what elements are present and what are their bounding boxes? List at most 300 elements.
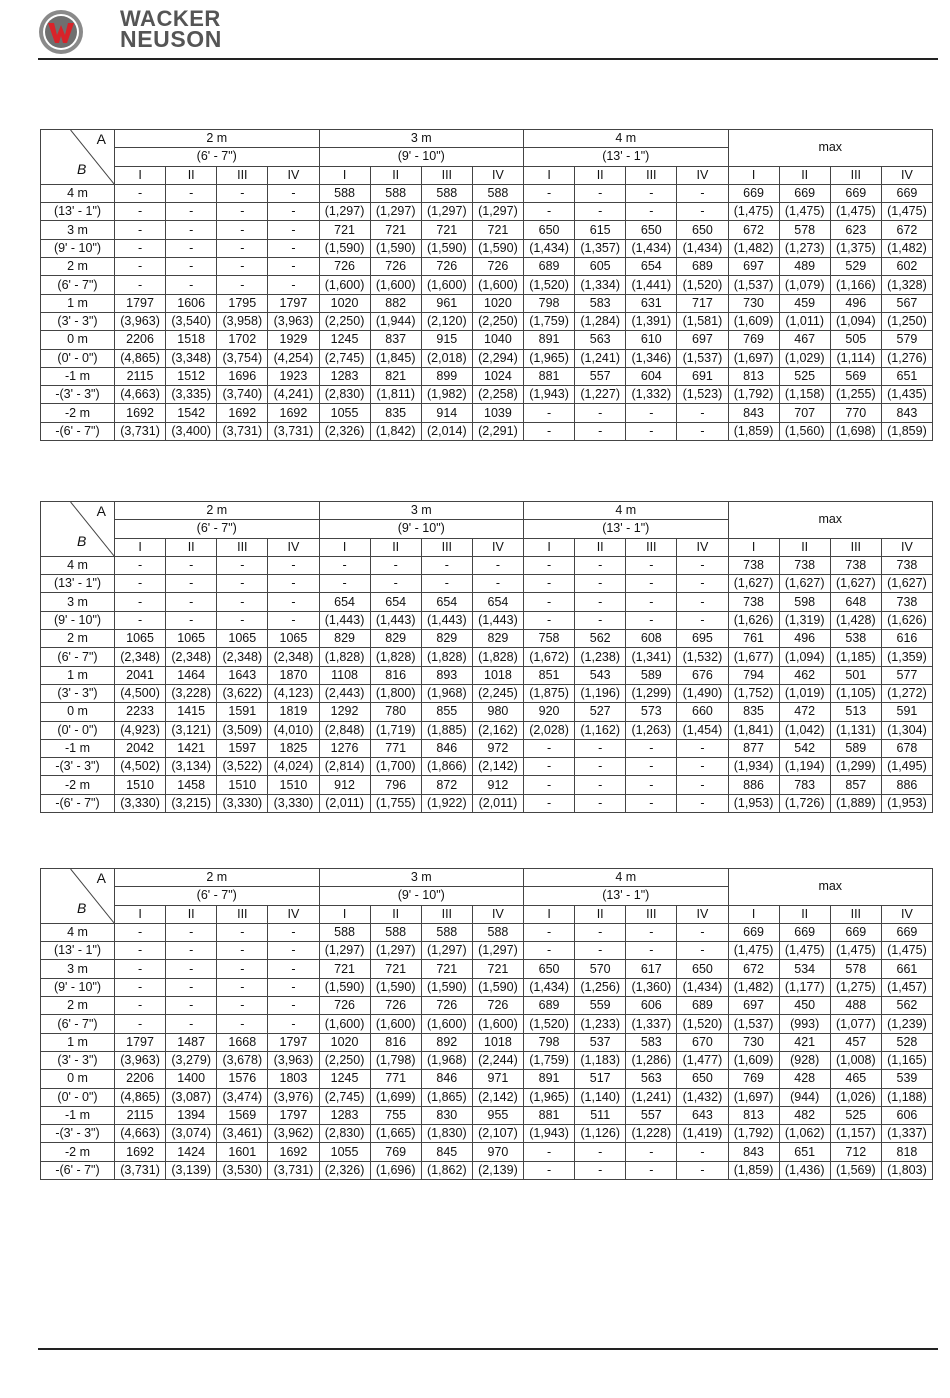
table-cell: (3,228)	[166, 684, 217, 702]
max-header: max	[728, 502, 933, 539]
table-cell: 1542	[166, 404, 217, 422]
table-cell: (1,443)	[472, 611, 523, 629]
table-cell: 588	[319, 184, 370, 202]
table-cell: 1692	[115, 1143, 166, 1161]
table-cell: 559	[575, 997, 626, 1015]
table-cell: -	[575, 422, 626, 440]
table-cell: 527	[575, 703, 626, 721]
table-cell: (1,590)	[472, 978, 523, 996]
corner-label-b: B	[77, 532, 87, 549]
table-cell: (1,590)	[421, 978, 472, 996]
corner-label-a: A	[96, 503, 106, 519]
table-cell: -	[268, 184, 319, 202]
table-cell: 563	[575, 331, 626, 349]
table-cell: (1,475)	[881, 942, 932, 960]
table-cell: (2,745)	[319, 1088, 370, 1106]
table-cell: (1,600)	[472, 276, 523, 294]
table-cell: (1,443)	[421, 611, 472, 629]
table-cell: (1,337)	[881, 1125, 932, 1143]
table-cell: 578	[779, 221, 830, 239]
table-cell: (3,215)	[166, 794, 217, 812]
subcolumn-header: I	[115, 905, 166, 923]
table-cell: (4,663)	[115, 386, 166, 404]
table-cell: 881	[524, 1106, 575, 1124]
table-cell: 511	[575, 1106, 626, 1124]
row-label: -(6' - 7")	[41, 1161, 115, 1179]
table-cell: (1,845)	[370, 349, 421, 367]
table-cell: -	[166, 1015, 217, 1033]
table-cell: -	[166, 556, 217, 574]
table-cell: (1,029)	[779, 349, 830, 367]
table-cell: -	[115, 593, 166, 611]
table-cell: 588	[421, 184, 472, 202]
table-cell: (2,848)	[319, 721, 370, 739]
table-cell: (1,626)	[881, 611, 932, 629]
table-cell: 459	[779, 294, 830, 312]
table-cell: (4,024)	[268, 758, 319, 776]
table-cell: (2,326)	[319, 422, 370, 440]
table-cell: 1797	[115, 1033, 166, 1051]
table-cell: (2,107)	[472, 1125, 523, 1143]
table-cell: (1,792)	[728, 386, 779, 404]
table-cell: (1,696)	[370, 1161, 421, 1179]
table-cell: (3,963)	[115, 312, 166, 330]
table-cell: 707	[779, 404, 830, 422]
table-cell: (2,018)	[421, 349, 472, 367]
table-cell: (3,330)	[115, 794, 166, 812]
table-cell: -	[626, 794, 677, 812]
table-cell: (1,241)	[626, 1088, 677, 1106]
table-cell: (1,600)	[421, 276, 472, 294]
table-cell: (1,875)	[524, 684, 575, 702]
table-cell: 971	[472, 1070, 523, 1088]
table-cell: (1,026)	[830, 1088, 881, 1106]
subcolumn-header: I	[115, 166, 166, 184]
table-cell: 2115	[115, 1106, 166, 1124]
table-cell: 669	[779, 184, 830, 202]
table-row	[41, 1161, 933, 1179]
table-cell: 462	[779, 666, 830, 684]
table-cell: 721	[370, 221, 421, 239]
table-cell: -	[115, 1015, 166, 1033]
table-cell: 489	[779, 258, 830, 276]
table-cell: (3,509)	[217, 721, 268, 739]
table-cell: (1,560)	[779, 422, 830, 440]
page-header	[0, 0, 950, 62]
table-row	[41, 666, 933, 684]
table-cell: -	[575, 611, 626, 629]
brand-wordmark	[120, 6, 223, 52]
table-cell: 457	[830, 1033, 881, 1051]
table-cell: 472	[779, 703, 830, 721]
table-cell: -	[626, 739, 677, 757]
table-cell: (1,297)	[472, 942, 523, 960]
table-cell: (1,726)	[779, 794, 830, 812]
table-cell: (4,010)	[268, 721, 319, 739]
table-cell: (1,228)	[626, 1125, 677, 1143]
table-cell: 482	[779, 1106, 830, 1124]
row-label: 3 m	[41, 593, 115, 611]
table-cell: 669	[728, 184, 779, 202]
table-cell: 726	[421, 997, 472, 1015]
subcolumn-header: IV	[472, 538, 523, 556]
table-cell: (1,982)	[421, 386, 472, 404]
table-cell: -	[677, 739, 728, 757]
table-cell: (1,482)	[728, 978, 779, 996]
table-cell: (1,297)	[319, 942, 370, 960]
table-cell: (1,194)	[779, 758, 830, 776]
table-cell: (3,622)	[217, 684, 268, 702]
table-row	[41, 630, 933, 648]
table-cell: 821	[370, 367, 421, 385]
row-label: (13' - 1")	[41, 942, 115, 960]
table-cell: (1,332)	[626, 386, 677, 404]
group-header-imperial: (13' - 1")	[524, 887, 729, 905]
table-cell: (1,105)	[830, 684, 881, 702]
row-label: (3' - 3")	[41, 312, 115, 330]
row-label: (9' - 10")	[41, 978, 115, 996]
table-cell: (1,297)	[472, 203, 523, 221]
table-row	[41, 997, 933, 1015]
subcolumn-header: I	[728, 166, 779, 184]
table-cell: 528	[881, 1033, 932, 1051]
table-cell: -	[626, 203, 677, 221]
table-row	[41, 386, 933, 404]
table-cell: (1,865)	[421, 1088, 472, 1106]
max-header: max	[728, 130, 933, 167]
table-cell: -	[524, 1143, 575, 1161]
table-cell: -	[575, 942, 626, 960]
table-cell: 912	[319, 776, 370, 794]
group-header-metric: 4 m	[524, 502, 729, 520]
table-cell: (1,968)	[421, 1051, 472, 1069]
table-cell: -	[677, 203, 728, 221]
table-cell: 2233	[115, 703, 166, 721]
table-cell: (3,963)	[115, 1051, 166, 1069]
table-cell: -	[421, 575, 472, 593]
subcolumn-header: III	[421, 538, 472, 556]
table-cell: 843	[728, 1143, 779, 1161]
table-cell: (1,337)	[626, 1015, 677, 1033]
table-cell: 738	[728, 556, 779, 574]
table-cell: -	[575, 776, 626, 794]
table-row	[41, 611, 933, 629]
table-cell: -	[626, 776, 677, 794]
table-cell: 1065	[217, 630, 268, 648]
table-cell: -	[115, 942, 166, 960]
table-cell: 2041	[115, 666, 166, 684]
table-cell: 669	[881, 184, 932, 202]
table-cell: 617	[626, 960, 677, 978]
table-cell: -	[115, 611, 166, 629]
table-cell: (1,698)	[830, 422, 881, 440]
table-row	[41, 739, 933, 757]
table-cell: 562	[881, 997, 932, 1015]
table-cell: 813	[728, 1106, 779, 1124]
table-cell: (1,256)	[575, 978, 626, 996]
table-cell: -	[166, 611, 217, 629]
table-cell: 891	[524, 1070, 575, 1088]
table-cell: 2206	[115, 331, 166, 349]
table-cell: 726	[472, 258, 523, 276]
table-cell: -	[626, 1161, 677, 1179]
table-cell: (1,800)	[370, 684, 421, 702]
table-cell: (1,581)	[677, 312, 728, 330]
table-row	[41, 758, 933, 776]
table-cell: -	[524, 575, 575, 593]
table-cell: -	[115, 276, 166, 294]
table-cell: (1,434)	[626, 239, 677, 257]
table-cell: (4,865)	[115, 1088, 166, 1106]
subcolumn-header: II	[370, 166, 421, 184]
table-cell: (1,360)	[626, 978, 677, 996]
table-cell: (1,523)	[677, 386, 728, 404]
corner-label-a: A	[96, 131, 106, 147]
subcolumn-header: II	[166, 538, 217, 556]
table-cell: -	[677, 184, 728, 202]
table-cell: 678	[881, 739, 932, 757]
subcolumn-header: I	[524, 538, 575, 556]
table-cell: (993)	[779, 1015, 830, 1033]
subcolumn-header: II	[575, 538, 626, 556]
table-cell: 726	[370, 258, 421, 276]
table-cell: -	[677, 422, 728, 440]
header-rule	[38, 58, 938, 60]
table-cell: 769	[728, 1070, 779, 1088]
table-cell: 598	[779, 593, 830, 611]
group-header-imperial: (13' - 1")	[524, 520, 729, 538]
table-cell: -	[575, 593, 626, 611]
table-cell: (3,540)	[166, 312, 217, 330]
table-cell: 697	[677, 331, 728, 349]
table-row	[41, 349, 933, 367]
table-cell: 915	[421, 331, 472, 349]
row-label: (6' - 7")	[41, 1015, 115, 1033]
group-header-metric: 3 m	[319, 869, 524, 887]
table-cell: (3,963)	[268, 1051, 319, 1069]
subcolumn-header: IV	[677, 538, 728, 556]
table-cell: (3,134)	[166, 758, 217, 776]
table-cell: -	[268, 276, 319, 294]
table-cell: (1,803)	[881, 1161, 932, 1179]
table-cell: -	[677, 758, 728, 776]
table-cell: 972	[472, 739, 523, 757]
table-cell: 650	[677, 221, 728, 239]
table-cell: 1825	[268, 739, 319, 757]
table-cell: (1,019)	[779, 684, 830, 702]
table-cell: (3,731)	[115, 1161, 166, 1179]
table-cell: -	[217, 960, 268, 978]
table-cell: 1018	[472, 666, 523, 684]
table-cell: (1,859)	[728, 422, 779, 440]
table-cell: (1,334)	[575, 276, 626, 294]
table-row	[41, 1143, 933, 1161]
corner-label-b: B	[77, 160, 87, 177]
table-cell: 1394	[166, 1106, 217, 1124]
table-cell: (1,233)	[575, 1015, 626, 1033]
table-cell: 1065	[166, 630, 217, 648]
table-cell: 557	[626, 1106, 677, 1124]
table-cell: 1245	[319, 1070, 370, 1088]
table-cell: 835	[728, 703, 779, 721]
table-cell: (3,330)	[268, 794, 319, 812]
table-cell: 738	[881, 593, 932, 611]
table-cell: 846	[421, 1070, 472, 1088]
table-cell: (1,272)	[881, 684, 932, 702]
table-row	[41, 593, 933, 611]
table-cell: -	[268, 923, 319, 941]
table-cell: 661	[881, 960, 932, 978]
table-row	[41, 721, 933, 739]
table-cell: (1,157)	[830, 1125, 881, 1143]
table-cell: -	[575, 404, 626, 422]
table-cell: (2,250)	[319, 1051, 370, 1069]
table-cell: 670	[677, 1033, 728, 1051]
corner-header-cell	[41, 130, 115, 185]
table-row	[41, 923, 933, 941]
table-cell: (1,185)	[830, 648, 881, 666]
table-cell: -	[524, 593, 575, 611]
table-cell: 589	[830, 739, 881, 757]
subcolumn-header: III	[626, 905, 677, 923]
table-row	[41, 239, 933, 257]
table-cell: 1692	[268, 404, 319, 422]
row-label: 0 m	[41, 1070, 115, 1088]
table-cell: -	[677, 923, 728, 941]
table-cell: 721	[319, 960, 370, 978]
table-cell: 588	[472, 184, 523, 202]
group-header-metric: 4 m	[524, 130, 729, 148]
table-cell: -	[677, 593, 728, 611]
table-cell: -	[524, 184, 575, 202]
table-cell: 538	[830, 630, 881, 648]
table-cell: (2,326)	[319, 1161, 370, 1179]
table-cell: -	[575, 923, 626, 941]
table-cell: (2,011)	[319, 794, 370, 812]
subcolumn-header: III	[626, 166, 677, 184]
table-cell: -	[166, 575, 217, 593]
table-cell: (2,011)	[472, 794, 523, 812]
table-row	[41, 1051, 933, 1069]
table-cell: -	[268, 203, 319, 221]
group-header-imperial: (6' - 7")	[115, 520, 320, 538]
table-cell: (1,477)	[677, 1051, 728, 1069]
subcolumn-header: I	[319, 905, 370, 923]
table-cell: (1,752)	[728, 684, 779, 702]
table-cell: 1576	[217, 1070, 268, 1088]
table-cell: -	[524, 923, 575, 941]
table-cell: (1,792)	[728, 1125, 779, 1143]
table-cell: (1,520)	[524, 1015, 575, 1033]
table-cell: 654	[626, 258, 677, 276]
subcolumn-header: III	[830, 538, 881, 556]
table-cell: 738	[779, 556, 830, 574]
table-cell: (1,475)	[881, 203, 932, 221]
table-cell: -	[370, 575, 421, 593]
table-cell: 1510	[217, 776, 268, 794]
table-cell: (1,590)	[421, 239, 472, 257]
table-cell: -	[524, 794, 575, 812]
table-row	[41, 404, 933, 422]
subcolumn-header: IV	[472, 905, 523, 923]
table-cell: 579	[881, 331, 932, 349]
table-cell: -	[524, 404, 575, 422]
table-cell: -	[575, 1143, 626, 1161]
table-cell: 1283	[319, 1106, 370, 1124]
table-cell: (1,885)	[421, 721, 472, 739]
table-cell: -	[268, 960, 319, 978]
table-cell: 1065	[268, 630, 319, 648]
table-cell: 605	[575, 258, 626, 276]
table-cell: -	[217, 258, 268, 276]
table-cell: (2,348)	[115, 648, 166, 666]
table-cell: (1,227)	[575, 386, 626, 404]
table-cell: (1,490)	[677, 684, 728, 702]
table-cell: 1803	[268, 1070, 319, 1088]
row-label: -2 m	[41, 1143, 115, 1161]
table-cell: 604	[626, 367, 677, 385]
table-cell: -	[575, 1161, 626, 1179]
table-cell: (1,590)	[370, 978, 421, 996]
table-cell: (1,250)	[881, 312, 932, 330]
subcolumn-header: II	[370, 538, 421, 556]
table-cell: 1923	[268, 367, 319, 385]
table-row	[41, 258, 933, 276]
table-cell: (1,297)	[319, 203, 370, 221]
table-cell: -	[268, 575, 319, 593]
table-cell: 1040	[472, 331, 523, 349]
table-cell: 588	[472, 923, 523, 941]
table-row	[41, 703, 933, 721]
table-cell: (1,165)	[881, 1051, 932, 1069]
table-cell: (1,520)	[524, 276, 575, 294]
table-cell: 1929	[268, 331, 319, 349]
table-cell: -	[268, 556, 319, 574]
table-row	[41, 312, 933, 330]
table-cell: -	[677, 611, 728, 629]
table-cell: -	[217, 556, 268, 574]
table-cell: 758	[524, 630, 575, 648]
table-cell: -	[575, 575, 626, 593]
table-cell: 525	[830, 1106, 881, 1124]
table-cell: -	[319, 575, 370, 593]
table-cell: (3,731)	[115, 422, 166, 440]
table-cell: 877	[728, 739, 779, 757]
table-cell: (1,443)	[370, 611, 421, 629]
corner-label-b: B	[77, 899, 87, 916]
table-cell: -	[166, 203, 217, 221]
table-cell: -	[166, 593, 217, 611]
table-cell: 783	[779, 776, 830, 794]
subcolumn-header: IV	[268, 166, 319, 184]
table-cell: (944)	[779, 1088, 830, 1106]
table-cell: (1,263)	[626, 721, 677, 739]
table-row	[41, 184, 933, 202]
table-cell: (3,348)	[166, 349, 217, 367]
table-cell: 588	[421, 923, 472, 941]
table-cell: -	[524, 422, 575, 440]
table-cell: -	[217, 997, 268, 1015]
subcolumn-header: III	[421, 166, 472, 184]
table-cell: -	[115, 923, 166, 941]
table-cell: (2,028)	[524, 721, 575, 739]
table-cell: 961	[421, 294, 472, 312]
table-cell: -	[626, 556, 677, 574]
table-cell: 1245	[319, 331, 370, 349]
table-cell: 615	[575, 221, 626, 239]
table-cell: (3,976)	[268, 1088, 319, 1106]
table-cell: (1,590)	[370, 239, 421, 257]
